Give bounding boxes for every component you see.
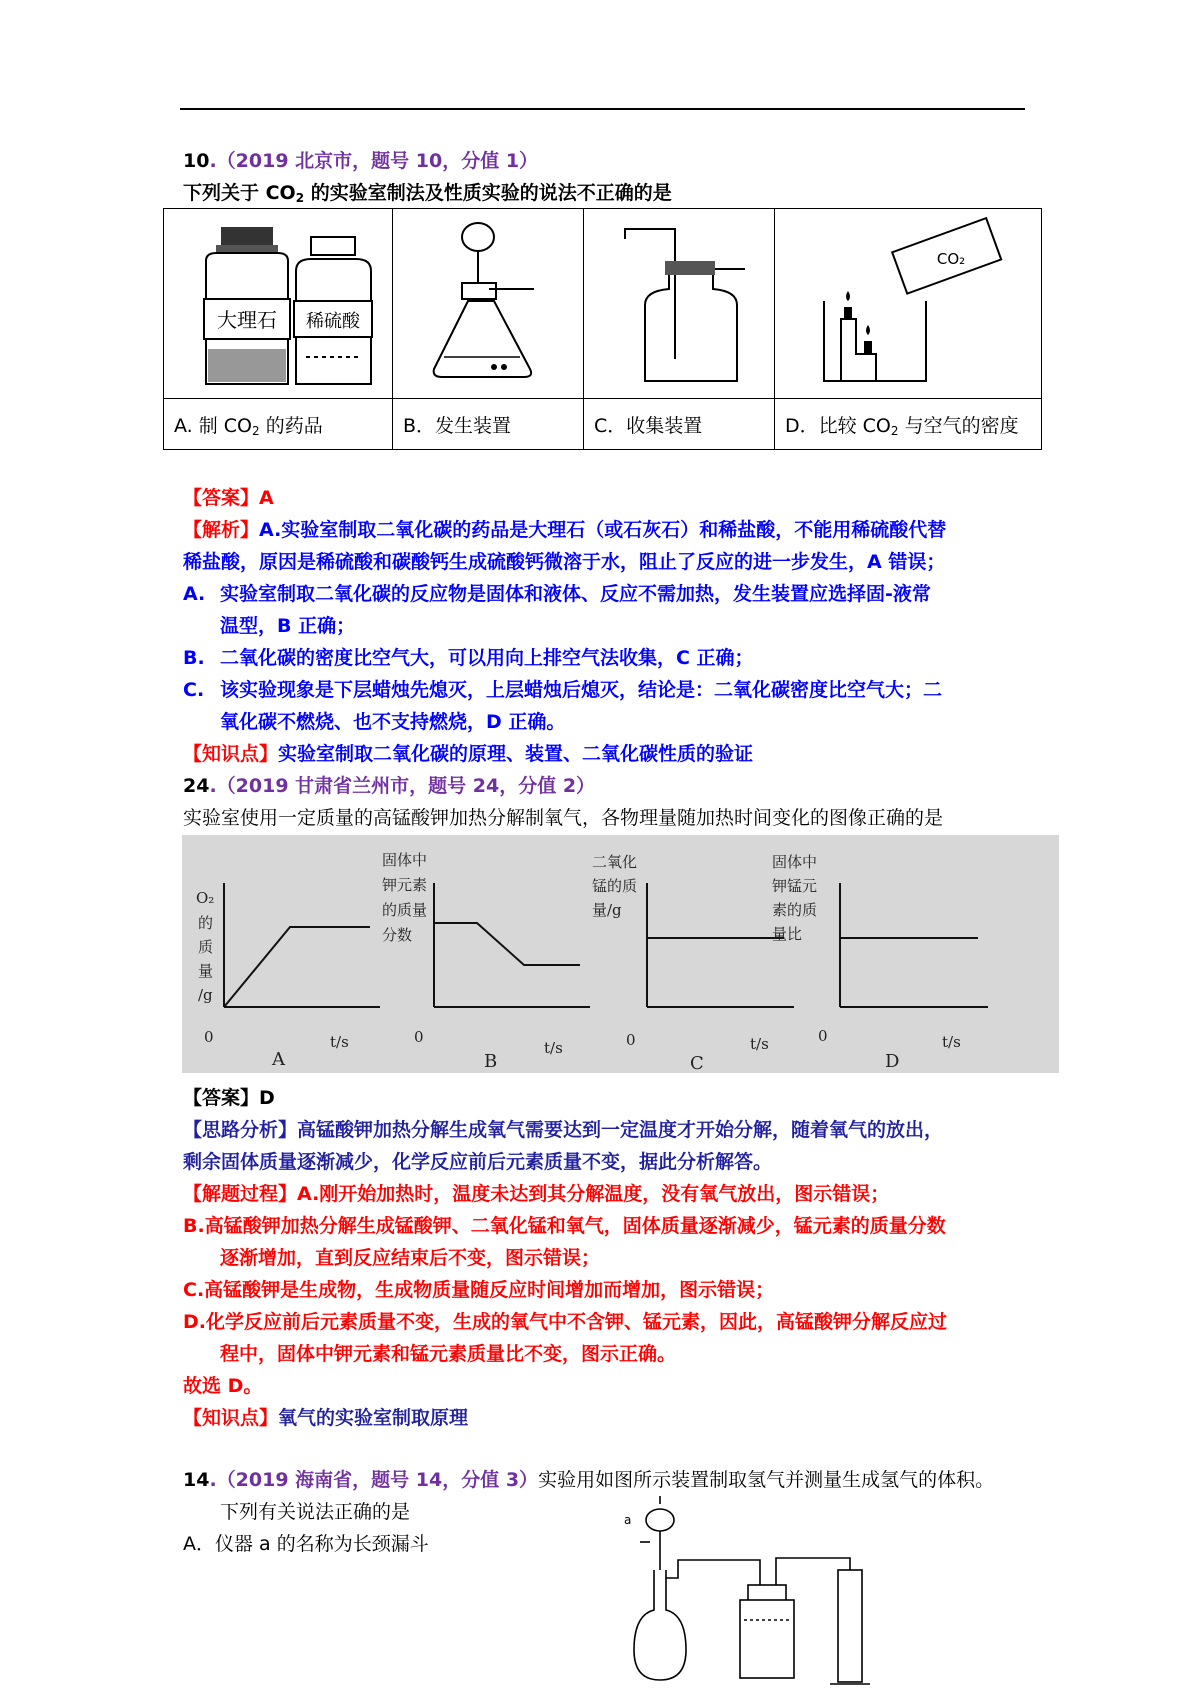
- q10-analysis-a-line2: 温型，B 正确；: [220, 615, 356, 637]
- graph-d-ylabel-1: 钾锰元: [772, 877, 818, 895]
- q10-knowledge-text: 实验室制取二氧化碳的原理、装置、二氧化碳性质的验证: [278, 743, 754, 765]
- q10-analysis-c-line2: 氧化碳不燃烧、也不支持燃烧，D 正确。: [220, 711, 566, 733]
- graph-c-xlabel: t/s: [750, 1035, 769, 1053]
- graph-a-ylabel-0: O₂: [196, 889, 215, 907]
- graph-d-ylabel-3: 量比: [772, 925, 803, 943]
- graph-a-ylabel-3: 量: [198, 962, 214, 980]
- q24-answer-tag: 【答案】: [183, 1087, 260, 1109]
- q10-analysis-b-label: B.: [183, 647, 205, 669]
- graph-b-ylabel-1: 钾元素: [382, 876, 428, 894]
- candle-beaker-illustration: [776, 209, 1040, 394]
- graph-d-xlabel: t/s: [942, 1033, 961, 1051]
- q10-stem-sub: 2: [295, 191, 305, 205]
- graph-c-ylabel-2: 量/g: [592, 901, 622, 919]
- separatory-funnel: [646, 1509, 674, 1531]
- q24-graphs: [182, 835, 1059, 1073]
- graph-a-xlabel: t/s: [330, 1033, 349, 1051]
- header-rule: [180, 108, 1025, 110]
- q10-answer: [183, 483, 274, 513]
- round-flask: [634, 1570, 686, 1680]
- q10-image-d: [775, 209, 1042, 399]
- option-d-prefix: D．比较 CO: [785, 414, 891, 437]
- graph-a-curve: [224, 927, 370, 1007]
- q24-answer-value: D: [259, 1087, 275, 1109]
- q24-process-d-line1: D.化学反应前后元素质量不变，生成的氧气中不含钾、锰元素，因此，高锰酸钾分解反应过: [183, 1311, 947, 1333]
- q10-option-a: [164, 399, 393, 450]
- q14-number: 14: [183, 1469, 210, 1491]
- q24-answer: [183, 1083, 275, 1113]
- q24-source: .（2019 甘肃省兰州市，题号 24，分值 2）: [209, 775, 596, 797]
- connecting-tube-1: [666, 1560, 760, 1585]
- graph-a-origin: 0: [204, 1028, 214, 1046]
- q10-analysis-c-line1: 该实验现象是下层蜡烛先熄灭，上层蜡烛后熄灭，结论是：二氧化碳密度比空气大；二: [220, 679, 943, 701]
- bottle2-label: 稀硫酸: [305, 311, 360, 332]
- q10-number: 10: [183, 150, 210, 172]
- graph-b-xlabel: t/s: [544, 1039, 563, 1057]
- q14-stem-line1: 实验用如图所示装置制取氢气并测量生成氢气的体积。: [538, 1469, 995, 1491]
- funnel-bulb: [462, 223, 494, 251]
- graph-a-ylabel-1: 的: [198, 914, 214, 932]
- q14-apparatus-diagram: [620, 1490, 870, 1695]
- co2-label: CO₂: [936, 250, 966, 268]
- option-c-prefix: C．收集装置: [594, 414, 703, 437]
- bottle1-stopper: [221, 227, 273, 247]
- q10-header: [183, 146, 538, 176]
- option-a-sub: 2: [252, 423, 260, 438]
- q10-analysis-b-line1: 二氧化碳的密度比空气大，可以用向上排空气法收集，C 正确；: [220, 647, 754, 669]
- graph-b-ylabel-3: 分数: [382, 926, 413, 944]
- conical-flask: [434, 301, 531, 377]
- q24-knowledge: [183, 1403, 468, 1433]
- collection-bottle-illustration: [585, 209, 773, 394]
- q10-analysis-c: [183, 675, 942, 705]
- q10-answer-tag: 【答案】: [183, 487, 260, 509]
- graph-b-origin: 0: [414, 1028, 424, 1046]
- q14-source: .（2019 海南省，题号 14，分值 3）: [209, 1469, 539, 1491]
- bottle-stopper: [665, 261, 715, 275]
- q14-option-a: A．仪器 a 的名称为长颈漏斗: [183, 1533, 429, 1555]
- q24-knowledge-text: 氧气的实验室制取原理: [278, 1407, 469, 1429]
- q10-knowledge-tag: 【知识点】: [183, 743, 279, 765]
- q10-image-a: [164, 209, 393, 399]
- option-a-suffix: 的药品: [259, 414, 323, 437]
- q24-stem: 实验室使用一定质量的高锰酸钾加热分解制氧气，各物理量随加热时间变化的图像正确的是: [183, 807, 944, 829]
- q24-process-b-line1: B.高锰酸钾加热分解生成锰酸钾、二氧化锰和氧气，固体质量逐渐减少，锰元素的质量分数: [183, 1215, 946, 1237]
- stopper: [462, 283, 496, 299]
- q10-analysis-a-label: A.: [183, 583, 206, 605]
- q24-process-d-line2: 程中，固体中钾元素和锰元素质量比不变，图示正确。: [220, 1343, 677, 1365]
- option-b-prefix: B．发生装置: [403, 414, 512, 437]
- q24-thinking-line2: 剩余固体质量逐渐减少，化学反应前后元素质量不变，据此分析解答。: [183, 1151, 773, 1173]
- graph-d-ylabel-0: 固体中: [772, 853, 818, 871]
- graph-b-letter: B: [484, 1051, 498, 1072]
- q10-source: .（2019 北京市，题号 10，分值 1）: [209, 150, 539, 172]
- washing-bottle: [740, 1600, 794, 1678]
- graph-c-origin: 0: [626, 1031, 636, 1049]
- q10-image-c: [584, 209, 775, 399]
- graph-c-ylabel-1: 锰的质: [592, 877, 638, 895]
- q10-option-c: [584, 399, 775, 450]
- graph-d-origin: 0: [818, 1027, 828, 1045]
- q24-thinking-tag: 【思路分析】: [183, 1119, 298, 1141]
- generator-apparatus-illustration: [394, 209, 582, 394]
- q10-knowledge: [183, 739, 753, 769]
- q24-graphs-svg: [182, 835, 1059, 1073]
- graph-b-ylabel-2: 的质量: [382, 901, 428, 919]
- upper-flame: [846, 291, 850, 301]
- graph-b-curve: [434, 923, 580, 965]
- graduated-cylinder: [838, 1570, 862, 1682]
- graph-d-ylabel-2: 素的质: [772, 901, 818, 919]
- q10-analysis-a: [183, 579, 931, 609]
- q10-option-b: [393, 399, 584, 450]
- q10-options-table: [163, 208, 1042, 450]
- q10-image-b: [393, 209, 584, 399]
- option-d-suffix: 与空气的密度: [898, 414, 1019, 437]
- q24-process-c: C.高锰酸钾是生成物，生成物质量随反应时间增加而增加，图示错误；: [183, 1279, 775, 1301]
- q24-process-b-line2: 逐渐增加，直到反应结束后不变，图示错误；: [220, 1247, 601, 1269]
- q10-analysis-a-line1: 实验室制取二氧化碳的反应物是固体和液体、反应不需加热，发生装置应选择固-液常: [220, 583, 931, 605]
- graph-c-letter: C: [690, 1053, 704, 1073]
- lower-candle: [864, 341, 872, 354]
- q10-stem-part1: 下列关于 CO: [183, 182, 296, 204]
- q10-analysis-b: [183, 643, 754, 673]
- option-d-sub: 2: [890, 423, 899, 438]
- q10-option-d: [775, 399, 1042, 450]
- q14-header: [183, 1465, 994, 1495]
- q24-number: 24: [183, 775, 210, 797]
- q24-process-tag: 【解题过程】: [183, 1183, 298, 1205]
- gas-bottle: [645, 275, 737, 381]
- graph-a-ylabel-2: 质: [198, 938, 214, 956]
- q24-header: [183, 771, 595, 801]
- bottle1-label: 大理石: [216, 308, 277, 332]
- q24-thinking-line1: 高锰酸钾加热分解生成氧气需要达到一定温度才开始分解，随着氧气的放出，: [297, 1119, 944, 1141]
- graph-c-ylabel-0: 二氧化: [592, 853, 638, 871]
- q10-analysis-line2: 稀盐酸，原因是稀硫酸和碳酸钙生成硫酸钙微溶于水，阻止了反应的进一步发生，A 错误；: [183, 551, 946, 573]
- q14-stem-line2: 下列有关说法正确的是: [220, 1501, 411, 1523]
- upper-candle: [844, 307, 852, 319]
- reagent-bottles-illustration: [166, 209, 391, 394]
- flask-solid: [491, 364, 497, 370]
- q10-stem-part2: 的实验室制法及性质实验的说法不正确的是: [304, 182, 672, 204]
- q10-analysis-1: [183, 515, 946, 545]
- q10-answer-value: A: [259, 487, 274, 509]
- q10-analysis-line1: A.实验室制取二氧化碳的药品是大理石（或石灰石）和稀盐酸，不能用稀硫酸代替: [259, 519, 947, 541]
- diagram-label-a: a: [624, 1513, 632, 1527]
- lower-flame: [866, 325, 870, 335]
- q10-analysis-c-label: C.: [183, 679, 205, 701]
- q24-knowledge-tag: 【知识点】: [183, 1407, 279, 1429]
- graph-a-letter: A: [272, 1049, 285, 1070]
- option-a-prefix: A. 制 CO: [174, 414, 253, 437]
- q24-process-a: A.刚开始加热时，温度未达到其分解温度，没有氧气放出，图示错误；: [297, 1183, 890, 1205]
- bottle1-marble: [208, 349, 286, 382]
- graph-d-letter: D: [885, 1051, 900, 1072]
- q24-conclusion: 故选 D。: [183, 1375, 263, 1397]
- q10-analysis-tag: 【解析】: [183, 519, 260, 541]
- graph-a-ylabel-4: /g: [198, 986, 213, 1004]
- washing-bottle-cap: [748, 1585, 786, 1601]
- bottle2-stopper: [311, 237, 355, 255]
- graph-b-ylabel-0: 固体中: [382, 851, 428, 869]
- q24-thinking: [183, 1115, 943, 1145]
- flask-solid-2: [501, 364, 507, 370]
- q24-process: [183, 1179, 889, 1209]
